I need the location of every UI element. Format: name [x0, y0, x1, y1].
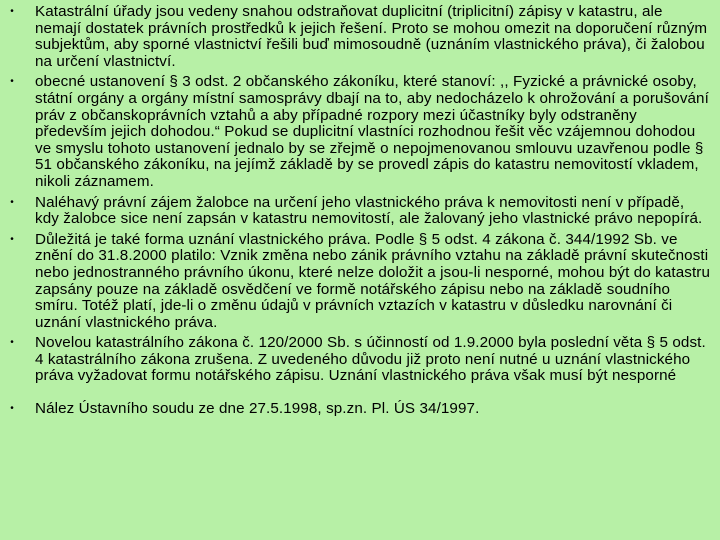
bullet-text: Novelou katastrálního zákona č. 120/2000 Sb. s účinností od 1.9.2000 byla poslední věta § 5 odst. 4 katastrálního zákona zrušena. Z uvedeného důvodu již proto není nutné u uznání vlastnického práva vyžadovat formu notářského zápisu. Uznání vlastnického práva však musí být nesporné	[35, 334, 706, 385]
bullet-item-form-of-recognition	[6, 232, 712, 332]
bullet-item-constitutional-court	[6, 401, 712, 418]
bullet-text: Katastrální úřady jsou vedeny snahou odstraňovat duplicitní (triplicitní) zápisy v katastru, ale nemají dostatek právních prostředků k jejich řešení. Proto se mohou omezit na doporučení různým subjektům, aby sporné vlastnictví řešili buď mimosoudně (uznáním vlastnického práva), či žalobou na určení vlastnictví.	[35, 3, 708, 70]
bullet-list	[6, 4, 712, 418]
bullet-text: Důležitá je také forma uznání vlastnického práva. Podle § 5 odst. 4 zákona č. 344/1992 Sb. ve znění do 31.8.2000 platilo: Vznik změna nebo zánik právního vztahu na základě právní skutečnosti nebo jednostranného právního úkonu, které nelze doložit a jsou-li nesporné, mohou být do katastru zapsány pouze na základě osvědčení ve formě notářského zápisu nebo na základě soudního smíru. Totéž platí, jde-li o změnu údajů v právních vztazích v katastru v důsledku narovnání či uznání vlastnického práva.	[35, 230, 711, 331]
bullet-text: obecné ustanovení § 3 odst. 2 občanského zákoníku, které stanoví: ,, Fyzické a právnické osoby, státní orgány a orgány místní samosprávy dbají na to, aby nedocházelo k ohrožování a porušování práv z občanskoprávních vztahů a aby případné rozpory mezi účastníky byly odstraněny především jejich dohodou.“ Pokud se duplicitní vlastníci rozhodnou řešit věc vzájemnou dohodou ve smyslu tohoto ustanovení jednalo by se zřejmě o nepojmenovanou smlouvu uzavřenou podle § 51 občanského zákoníku, na jejímž základě by se provedl zápis do katastru nemovitostí vkladem, nikoli záznamem.	[35, 73, 709, 190]
bullet-item-legal-interest	[6, 195, 712, 228]
bullet-text: Nález Ústavního soudu ze dne 27.5.1998, sp.zn. Pl. ÚS 34/1997.	[35, 400, 480, 418]
bullet-icon: •	[10, 337, 14, 349]
bullet-icon: •	[10, 76, 14, 88]
bullet-item-amendment	[6, 335, 712, 385]
bullet-icon: •	[10, 233, 14, 245]
bullet-item-land-registry-offices	[6, 4, 712, 70]
bullet-icon: •	[10, 403, 14, 415]
bullet-icon: •	[10, 6, 14, 17]
bullet-item-civil-code-provision	[6, 74, 712, 190]
bullet-icon: •	[10, 196, 14, 208]
bullet-text: Naléhavý právní zájem žalobce na určení jeho vlastnického práva k nemovitosti není v případě, kdy žalobce sice není zapsán v katastru nemovitostí, ale žalovaný jeho vlastnické právo nepopírá.	[35, 193, 703, 228]
